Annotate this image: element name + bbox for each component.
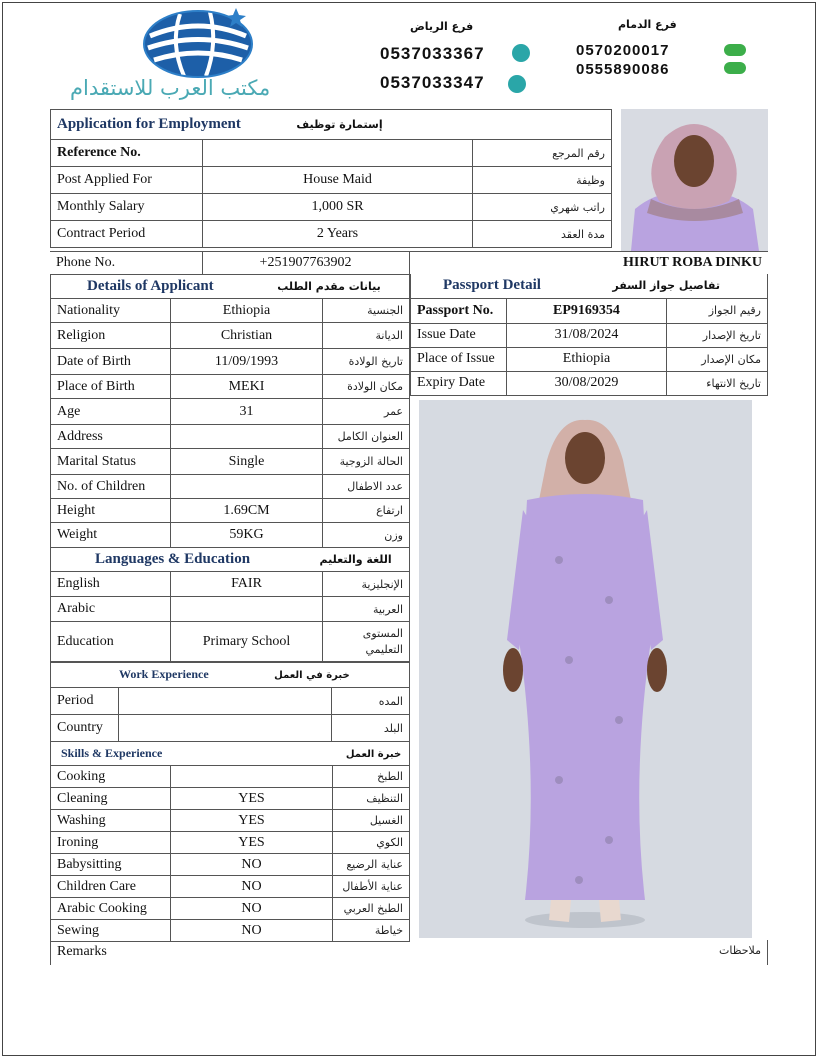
table-row bbox=[51, 523, 410, 548]
applicant-title-ar: بيانات مقدم الطلب bbox=[277, 280, 381, 293]
row-label: Ironing bbox=[51, 832, 171, 854]
row-label-ar: عناية الرضيع bbox=[333, 854, 410, 876]
passport-header bbox=[411, 274, 768, 298]
phone-value[interactable]: +251907763902 bbox=[202, 252, 409, 275]
row-label-ar: الطبخ العربي bbox=[333, 898, 410, 920]
row-label: Washing bbox=[51, 810, 171, 832]
work-title-ar: خبرة في العمل bbox=[274, 670, 350, 681]
row-label-ar: رقم المرجع bbox=[473, 140, 612, 167]
row-value: YES bbox=[171, 832, 333, 854]
row-label-ar: رقيم الجواز bbox=[667, 298, 768, 323]
row-label: Reference No. bbox=[51, 140, 203, 167]
row-value: Christian bbox=[171, 323, 323, 349]
row-label: Period bbox=[51, 688, 119, 715]
row-value: 11/09/1993 bbox=[171, 349, 323, 375]
whatsapp-icon bbox=[508, 75, 526, 93]
row-label: Arabic Cooking bbox=[51, 898, 171, 920]
table-row bbox=[51, 323, 410, 349]
row-value: NO bbox=[171, 898, 333, 920]
row-value: 59KG bbox=[171, 523, 323, 548]
row-value bbox=[171, 766, 333, 788]
table-row bbox=[51, 788, 410, 810]
table-row bbox=[51, 766, 410, 788]
row-value: Ethiopia bbox=[507, 347, 667, 371]
table-row bbox=[51, 425, 410, 449]
skills-header bbox=[51, 742, 410, 766]
row-label: Marital Status bbox=[51, 449, 171, 475]
row-label: Babysitting bbox=[51, 854, 171, 876]
whatsapp-icon bbox=[512, 44, 530, 62]
table-row bbox=[51, 375, 410, 399]
branch-phone[interactable]: 0537033347 bbox=[380, 73, 485, 92]
languages-title-ar: اللغة والتعليم bbox=[319, 553, 392, 566]
table-row bbox=[51, 167, 612, 194]
row-label-ar: الغسيل bbox=[333, 810, 410, 832]
form-title-en: Application for Employment bbox=[57, 116, 241, 132]
row-label: Issue Date bbox=[411, 323, 507, 347]
applicant-title-en: Details of Applicant bbox=[87, 278, 214, 294]
table-row bbox=[411, 371, 768, 395]
row-value bbox=[171, 425, 323, 449]
row-label-ar: الجنسية bbox=[323, 299, 410, 323]
row-label-ar: مكان الإصدار bbox=[667, 347, 768, 371]
row-label-ar: عناية الأطفال bbox=[333, 876, 410, 898]
table-row bbox=[51, 194, 612, 221]
branch-phone[interactable]: 0570200017 bbox=[576, 42, 670, 59]
row-label: Post Applied For bbox=[51, 167, 203, 194]
work-table bbox=[50, 662, 410, 742]
row-label: Height bbox=[51, 499, 171, 523]
row-value: NO bbox=[171, 920, 333, 942]
portrait-figure-icon bbox=[621, 109, 768, 251]
row-label: Passport No. bbox=[411, 298, 507, 323]
row-value bbox=[119, 715, 332, 742]
row-label-ar: المستوى التعليمي bbox=[323, 622, 410, 662]
table-row bbox=[51, 349, 410, 375]
row-value bbox=[171, 475, 323, 499]
row-label-ar: ارتفاع bbox=[323, 499, 410, 523]
row-value: 30/08/2029 bbox=[507, 371, 667, 395]
remarks-label: Remarks bbox=[57, 944, 107, 959]
row-value: Primary School bbox=[171, 622, 323, 662]
row-label: Monthly Salary bbox=[51, 194, 203, 221]
row-value: EP9169354 bbox=[507, 298, 667, 323]
branch-phone[interactable]: 0537033367 bbox=[380, 44, 485, 63]
row-label-ar: المده bbox=[332, 688, 410, 715]
row-value bbox=[171, 597, 323, 622]
table-row bbox=[51, 399, 410, 425]
row-label-ar: التنظيف bbox=[333, 788, 410, 810]
row-label: Contract Period bbox=[51, 221, 203, 248]
table-row bbox=[411, 347, 768, 371]
row-value: Ethiopia bbox=[171, 299, 323, 323]
form-title-cell bbox=[51, 110, 612, 140]
row-value: 1,000 SR bbox=[203, 194, 473, 221]
row-label: Place of Issue bbox=[411, 347, 507, 371]
row-label-ar: الديانة bbox=[323, 323, 410, 349]
applicant-table bbox=[50, 274, 410, 662]
phone-row-table bbox=[50, 251, 768, 275]
skills-table bbox=[50, 741, 410, 942]
table-row bbox=[51, 299, 410, 323]
phone-label: Phone No. bbox=[50, 252, 202, 275]
row-value: 31/08/2024 bbox=[507, 323, 667, 347]
table-row bbox=[51, 898, 410, 920]
form-title-ar: إستمارة توظيف bbox=[296, 118, 383, 131]
row-label: Education bbox=[51, 622, 171, 662]
row-label-ar: الإنجليزية bbox=[323, 572, 410, 597]
full-body-photo bbox=[419, 400, 752, 938]
row-label-ar: مكان الولادة bbox=[323, 375, 410, 399]
table-row bbox=[51, 810, 410, 832]
table-row bbox=[51, 854, 410, 876]
row-label: Country bbox=[51, 715, 119, 742]
row-value: Single bbox=[171, 449, 323, 475]
table-row bbox=[51, 499, 410, 523]
skills-title-en: Skills & Experience bbox=[61, 745, 163, 760]
row-value: House Maid bbox=[203, 167, 473, 194]
row-label-ar: عدد الاطفال bbox=[323, 475, 410, 499]
row-label-ar: وظيفة bbox=[473, 167, 612, 194]
table-row bbox=[51, 475, 410, 499]
applicant-name: HIRUT ROBA DINKU bbox=[409, 252, 768, 275]
row-value bbox=[119, 688, 332, 715]
table-row bbox=[51, 221, 612, 248]
table-row bbox=[51, 688, 410, 715]
row-value: FAIR bbox=[171, 572, 323, 597]
row-label: Address bbox=[51, 425, 171, 449]
passport-title-ar: تفاصيل جواز السفر bbox=[612, 279, 720, 293]
row-label: Arabic bbox=[51, 597, 171, 622]
row-label: Cleaning bbox=[51, 788, 171, 810]
phone-icon bbox=[724, 62, 746, 74]
row-value bbox=[203, 140, 473, 167]
work-header bbox=[51, 663, 410, 688]
phone-icon bbox=[724, 44, 746, 56]
top-info-table bbox=[50, 109, 612, 248]
row-value: 2 Years bbox=[203, 221, 473, 248]
remarks-row bbox=[50, 940, 768, 965]
row-label: Weight bbox=[51, 523, 171, 548]
row-label: English bbox=[51, 572, 171, 597]
row-label: Sewing bbox=[51, 920, 171, 942]
table-row bbox=[51, 832, 410, 854]
globe-logo-icon bbox=[140, 6, 258, 82]
table-row bbox=[411, 323, 768, 347]
table-row bbox=[411, 298, 768, 323]
row-label-ar: خياطة bbox=[333, 920, 410, 942]
row-label: Cooking bbox=[51, 766, 171, 788]
table-row bbox=[51, 920, 410, 942]
row-value: NO bbox=[171, 876, 333, 898]
row-label-ar: العنوان الكامل bbox=[323, 425, 410, 449]
row-label: Religion bbox=[51, 323, 171, 349]
table-row bbox=[51, 876, 410, 898]
skills-title-ar: خبرة العمل bbox=[345, 748, 402, 760]
remarks-label-ar: ملاحظات bbox=[719, 944, 761, 957]
row-label-ar: الطبخ bbox=[333, 766, 410, 788]
table-row bbox=[51, 715, 410, 742]
row-label-ar: تاريخ الانتهاء bbox=[667, 371, 768, 395]
languages-header bbox=[51, 548, 410, 572]
row-label-ar: الحالة الزوجية bbox=[323, 449, 410, 475]
row-label: Expiry Date bbox=[411, 371, 507, 395]
table-row bbox=[51, 449, 410, 475]
row-label: No. of Children bbox=[51, 475, 171, 499]
branch-dammam-label: فرع الدمام bbox=[618, 18, 677, 31]
row-label-ar: العربية bbox=[323, 597, 410, 622]
table-row bbox=[51, 622, 410, 662]
row-label: Date of Birth bbox=[51, 349, 171, 375]
row-label: Age bbox=[51, 399, 171, 425]
portrait-photo bbox=[621, 109, 768, 251]
full-body-figure-icon bbox=[419, 400, 752, 938]
table-row bbox=[51, 140, 612, 167]
row-value: 31 bbox=[171, 399, 323, 425]
row-value: NO bbox=[171, 854, 333, 876]
row-label-ar: تاريخ الإصدار bbox=[667, 323, 768, 347]
row-label-ar: عمر bbox=[323, 399, 410, 425]
row-value: YES bbox=[171, 810, 333, 832]
table-row bbox=[51, 572, 410, 597]
row-value: 1.69CM bbox=[171, 499, 323, 523]
row-label: Children Care bbox=[51, 876, 171, 898]
languages-title-en: Languages & Education bbox=[95, 551, 251, 567]
branch-riyadh-label: فرع الرياض bbox=[410, 20, 474, 33]
passport-table bbox=[410, 274, 768, 396]
work-title-en: Work Experience bbox=[119, 667, 209, 681]
row-label-ar: وزن bbox=[323, 523, 410, 548]
row-label-ar: البلد bbox=[332, 715, 410, 742]
row-label-ar: تاريخ الولادة bbox=[323, 349, 410, 375]
passport-title-en: Passport Detail bbox=[443, 277, 541, 294]
row-label-ar: راتب شهري bbox=[473, 194, 612, 221]
table-row bbox=[51, 597, 410, 622]
applicant-header bbox=[51, 275, 410, 299]
row-value: YES bbox=[171, 788, 333, 810]
office-name: مكتب العرب للاستقدام bbox=[70, 76, 271, 100]
row-label: Nationality bbox=[51, 299, 171, 323]
row-value: MEKI bbox=[171, 375, 323, 399]
row-label-ar: مدة العقد bbox=[473, 221, 612, 248]
row-label-ar: الكوي bbox=[333, 832, 410, 854]
branch-phone[interactable]: 0555890086 bbox=[576, 61, 670, 78]
row-label: Place of Birth bbox=[51, 375, 171, 399]
